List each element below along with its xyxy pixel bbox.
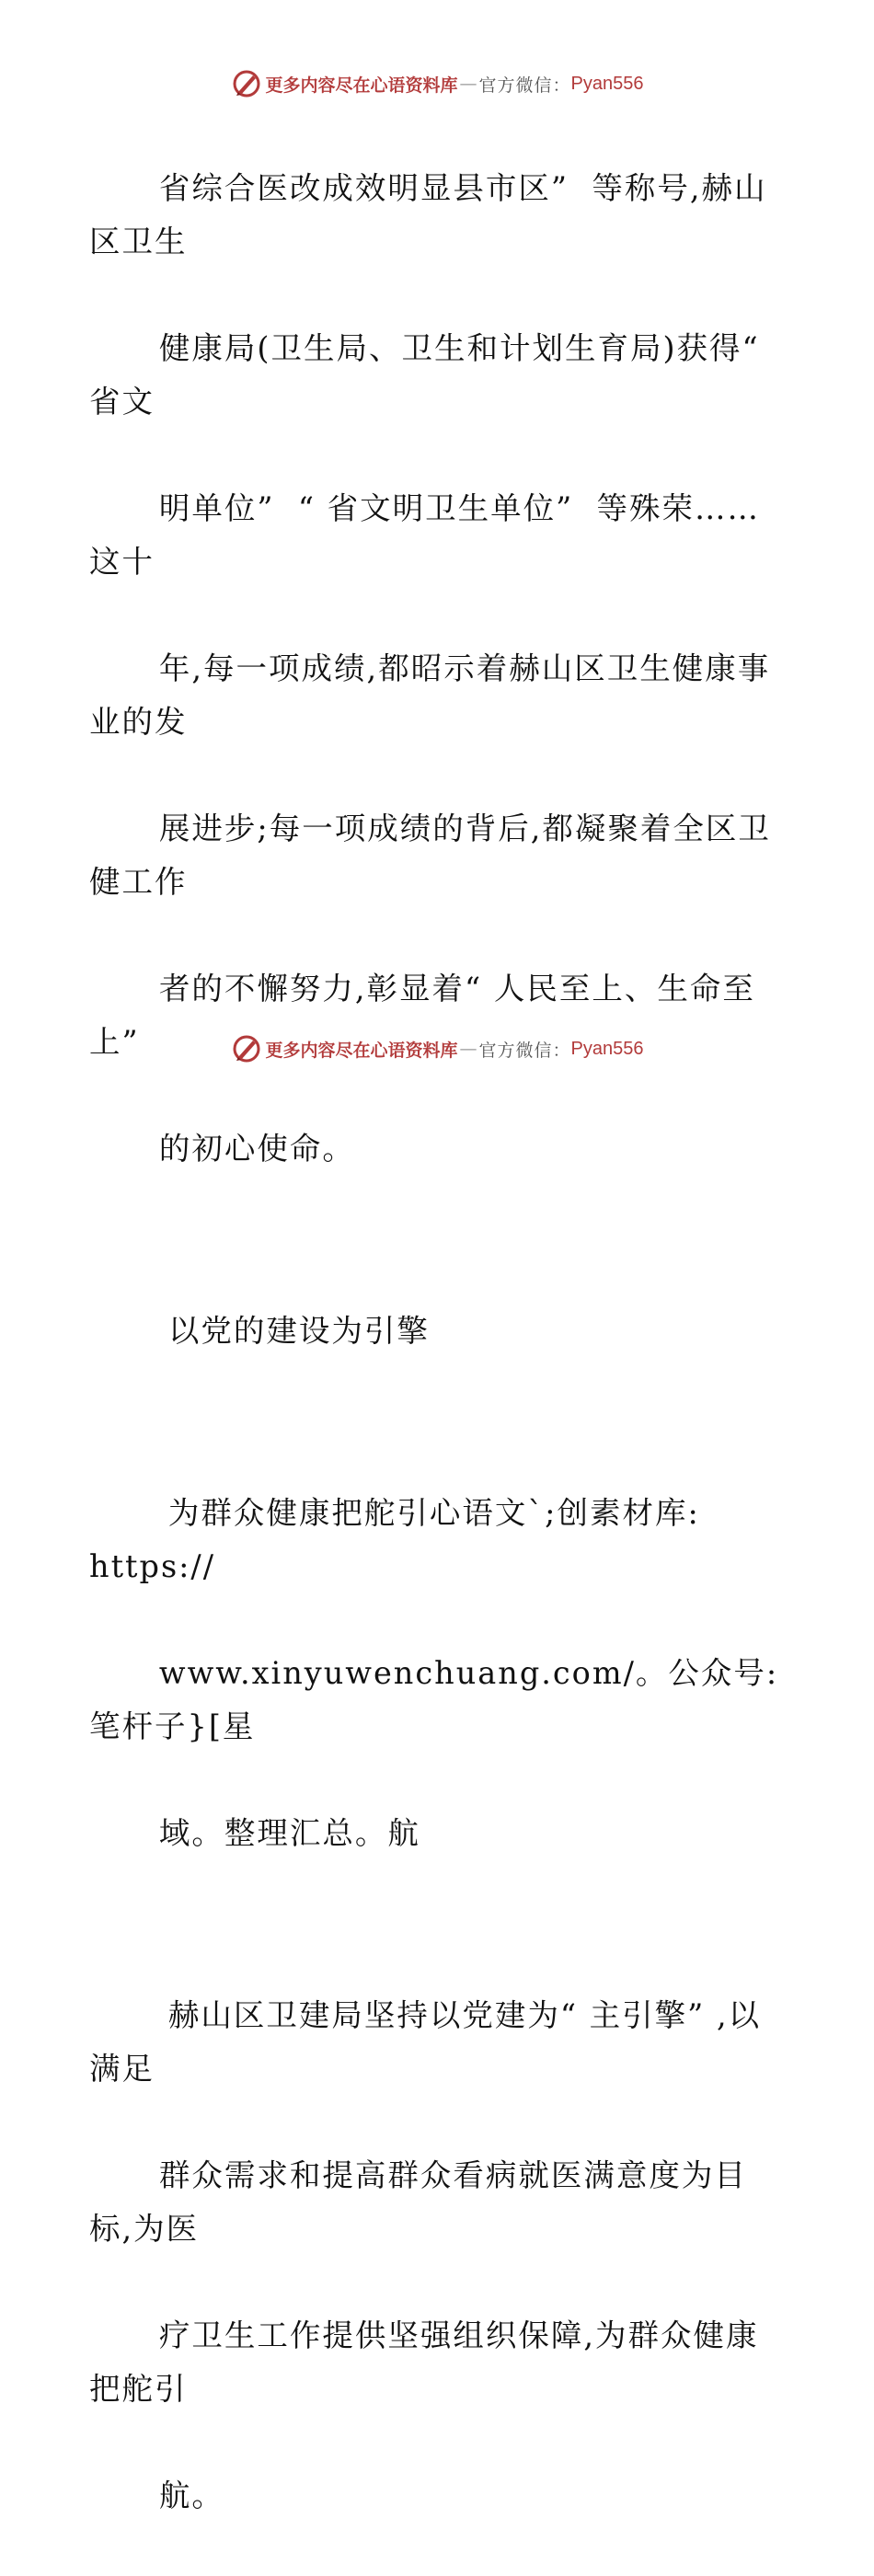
text-line: 健康局(卫生局、卫生和计划生育局)获得“ 省文 xyxy=(89,330,772,420)
bottom-banner xyxy=(0,1030,874,1067)
banner-dash: — xyxy=(459,1039,477,1059)
text-line: 年,每一项成绩,都昭示着赫山区卫生健康事业的发 xyxy=(89,650,771,740)
document-body xyxy=(89,109,788,2576)
text-line: 为群众健康把舵引心语文`;创素材库: https:// xyxy=(89,1495,712,1584)
banner-handle: Pyan556 xyxy=(570,1038,644,1059)
text-line: 者的不懈努力,彰显着“ 人民至上、生命至上” xyxy=(89,971,755,1060)
banner-brand: 更多内容尽在心语资料库 xyxy=(265,75,458,96)
banner-dash: — xyxy=(459,74,477,94)
text-line: 展进步;每一项成绩的背后,都凝聚着全区卫健工作 xyxy=(89,811,771,900)
banner-official: 官方微信： xyxy=(478,1040,571,1061)
text-line: 群众需求和提高群众看病就医满意度为目标,为医 xyxy=(89,2157,747,2247)
text-line: 省综合医改成效明显县市区” 等称号,赫山区卫生 xyxy=(89,170,767,259)
text-line: 赫山区卫建局坚持以党建为“ 主引擎” ,以满足 xyxy=(89,1997,762,2087)
text-line: 的初心使命。 xyxy=(158,1131,355,1167)
quill-pen-logo-icon xyxy=(231,1033,262,1064)
text-line: www.xinyuwenchuang.com/。公众号: 笔杆子}[星 xyxy=(89,1655,790,1744)
banner-brand: 更多内容尽在心语资料库 xyxy=(265,1040,458,1061)
paragraph-4 xyxy=(89,1936,788,2576)
text-line: 明单位” “ 省文明卫生单位” 等殊荣……这十 xyxy=(89,490,761,580)
quill-pen-logo-icon xyxy=(231,68,262,99)
paragraph-3 xyxy=(89,1433,788,1914)
text-line: 疗卫生工作提供坚强组织保障,为群众健康把舵引 xyxy=(89,2317,759,2407)
banner-handle: Pyan556 xyxy=(570,73,644,94)
top-banner xyxy=(0,65,874,102)
text-line: 域。整理汇总。航 xyxy=(158,1815,420,1851)
section-heading xyxy=(89,1251,788,1411)
banner-official: 官方微信： xyxy=(478,75,571,96)
text-line: 以党的建设为引擎 xyxy=(167,1313,430,1349)
text-line: 航。 xyxy=(158,2478,224,2513)
